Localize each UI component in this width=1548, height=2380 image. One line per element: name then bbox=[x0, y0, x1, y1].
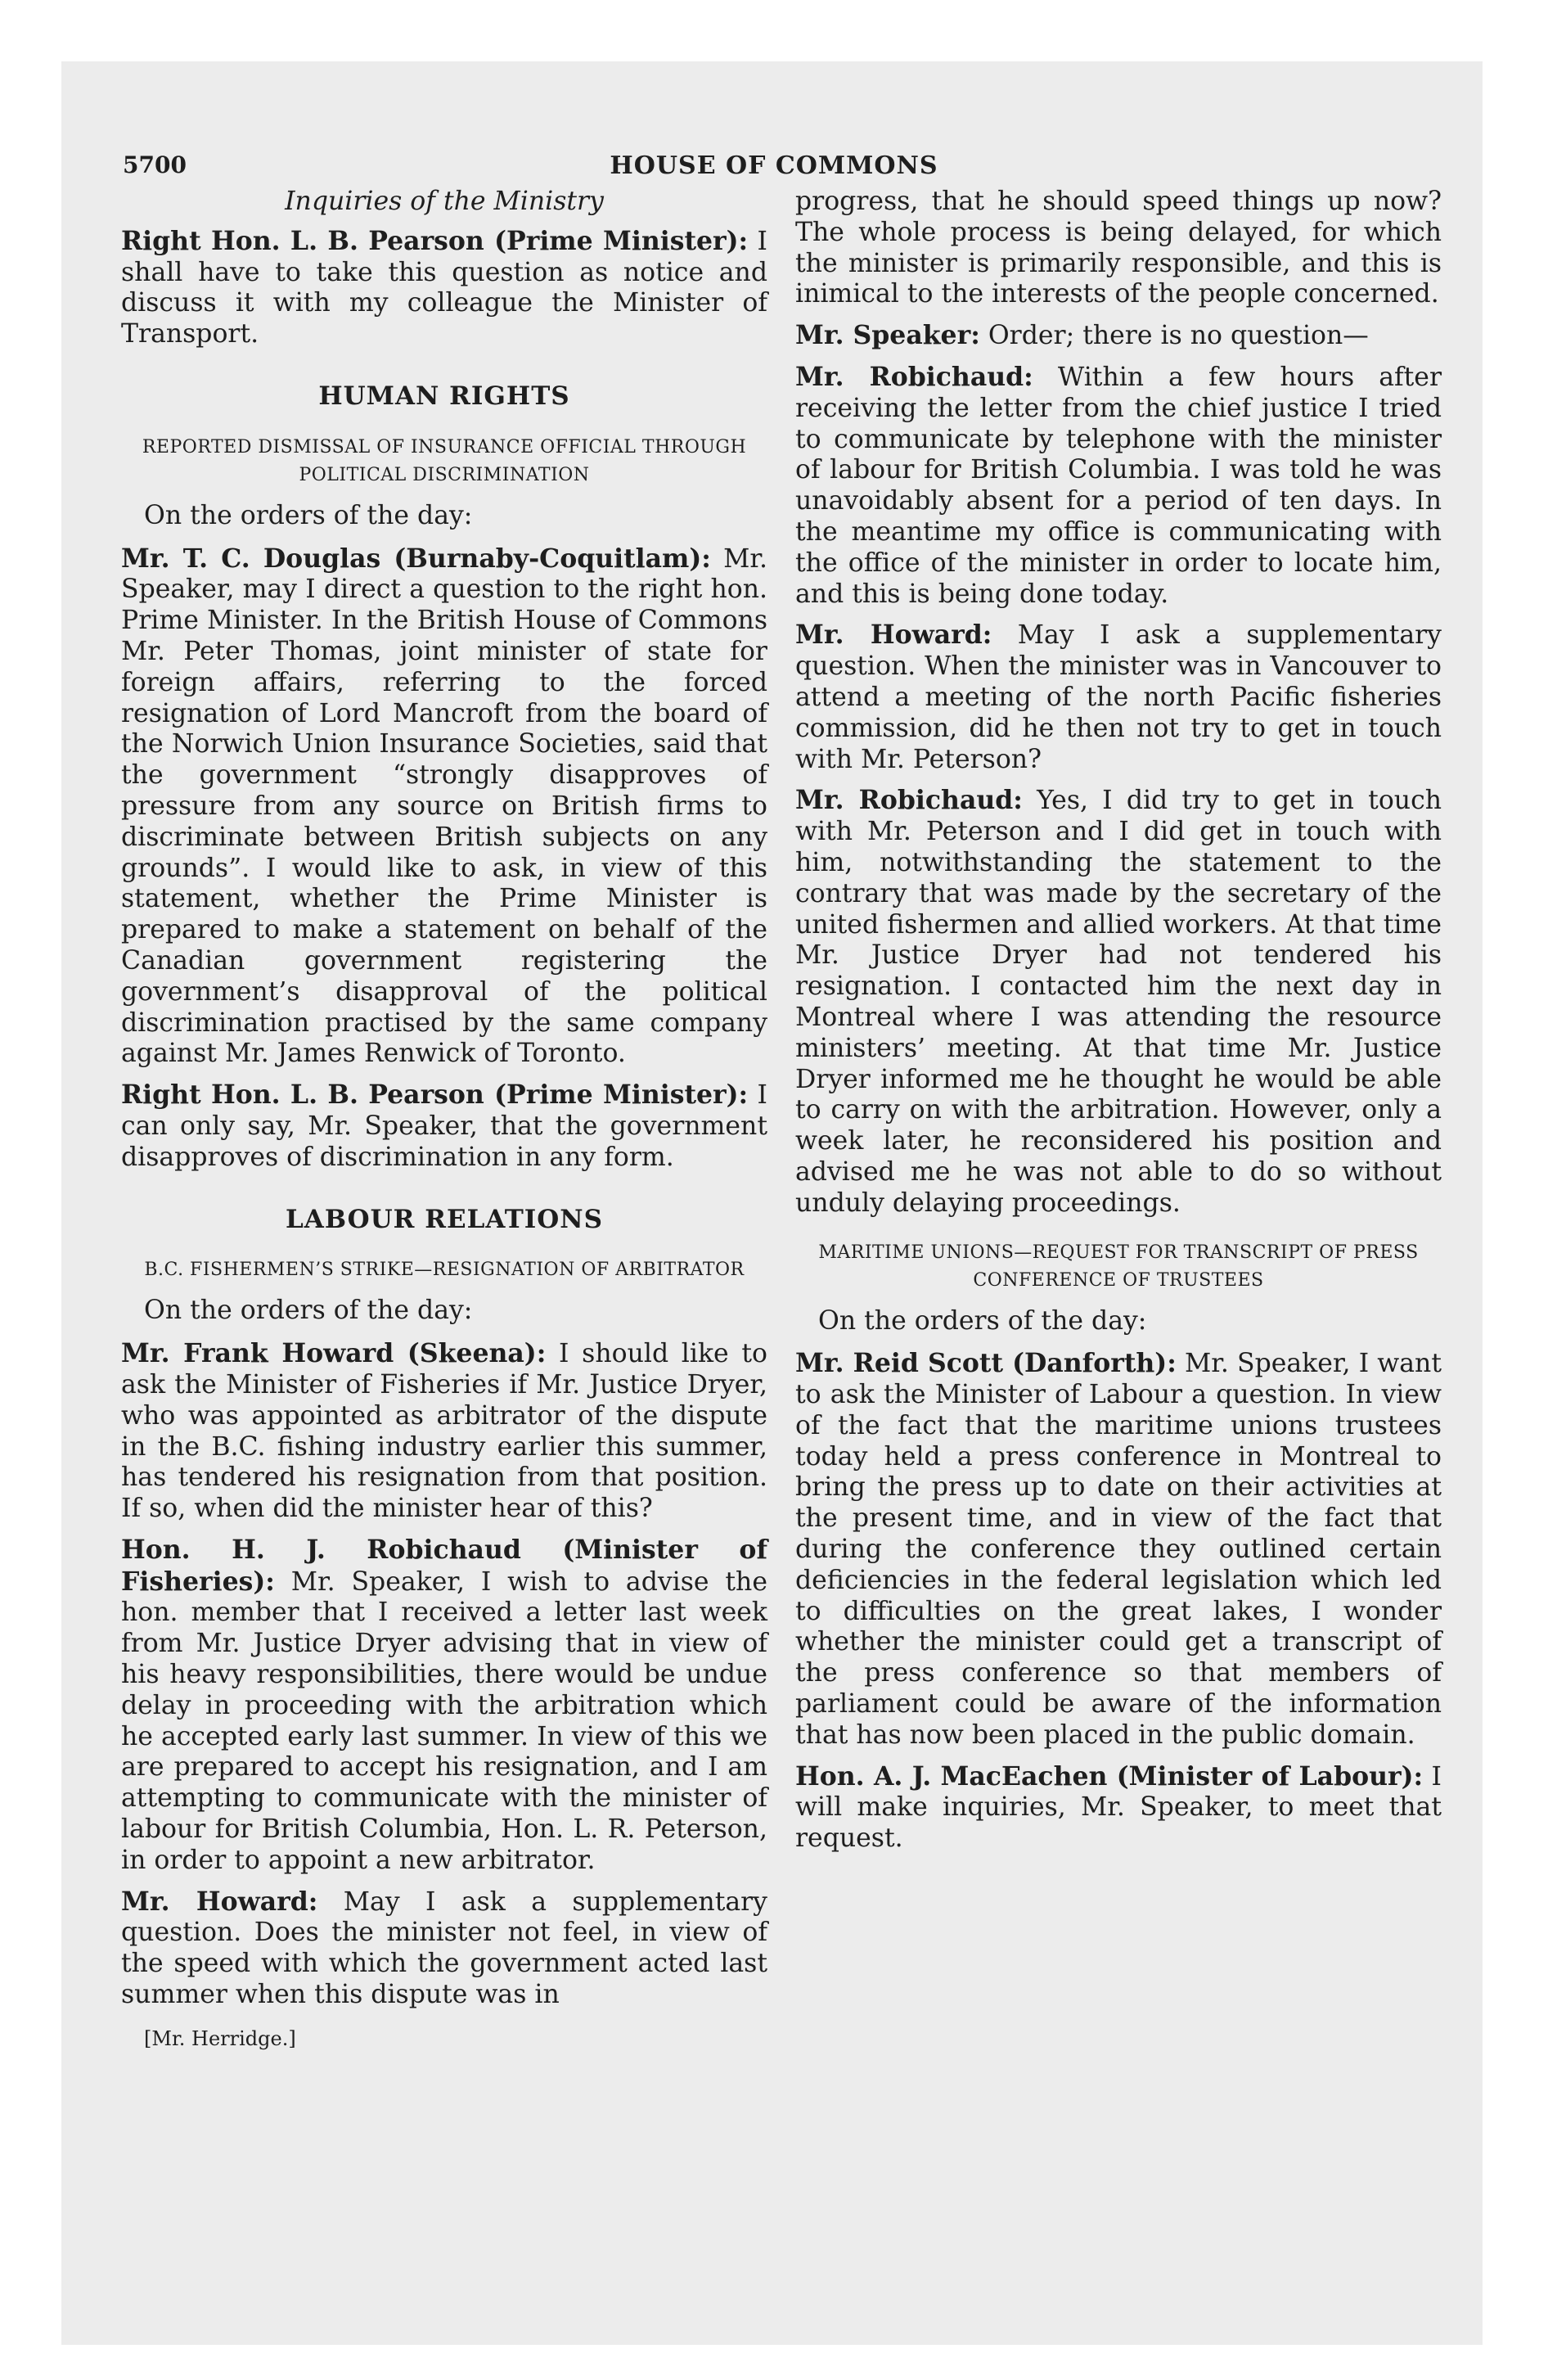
speech-text: I can only say, Mr. Speaker, that the government disapproves of discrimination in any form. bbox=[121, 1080, 767, 1172]
speech-text: Within a few hours after receiving the letter from the chief justice I tried to communicate by telephone with the minister of labour for British Columbia. I was told he was unavoidably absent for a period of ten days. In the meantime my office is communicating with the office of the minister in order to locate him, and this is being done today. bbox=[795, 362, 1442, 609]
orders-of-the-day: On the orders of the day: bbox=[818, 1305, 1147, 1336]
speech-text: I should like to ask the Minister of Fisheries if Mr. Justice Dryer, who was appointed as arbitrator of the dispute in the B.C. fishing industry earlier this summer, has tendered his resignation from that position. If so, when did the minister hear of this? bbox=[121, 1339, 767, 1524]
page-number: 5700 bbox=[123, 151, 187, 178]
speaker-name: Mr. Robichaud: bbox=[795, 785, 1023, 816]
orders-of-the-day: On the orders of the day: bbox=[144, 1296, 473, 1326]
speaker-name: Hon. A. J. MacEachen (Minister of Labour): bbox=[795, 1760, 1424, 1792]
speaker-name: Mr. Speaker: bbox=[795, 320, 980, 351]
speech-paragraph bbox=[795, 785, 1442, 1219]
speaker-name: Mr. Robichaud: bbox=[795, 361, 1033, 392]
speech-text: I will make inquiries, Mr. Speaker, to meet that request. bbox=[795, 1761, 1442, 1854]
orders-of-the-day: On the orders of the day: bbox=[144, 500, 473, 530]
section-subheading: MARITIME UNIONS—REQUEST FOR TRANSCRIPT OF PRESS CONFERENCE OF TRUSTEES bbox=[818, 1242, 1419, 1291]
running-subtitle: Inquiries of the Ministry bbox=[285, 187, 604, 216]
speech-paragraph bbox=[795, 320, 1442, 352]
speech-paragraph bbox=[795, 362, 1442, 610]
running-title: HOUSE OF COMMONS bbox=[610, 151, 938, 180]
speaker-name: Mr. Frank Howard (Skeena): bbox=[121, 1338, 547, 1369]
section-title-labour-relations: LABOUR RELATIONS bbox=[285, 1204, 604, 1234]
speaker-name: Mr. Howard: bbox=[795, 620, 992, 651]
speaker-name: Hon. H. J. Robichaud (Minister of Fisheries): bbox=[121, 1534, 767, 1597]
speech-text: progress, that he should speed things up now? The whole process is being delayed, for which the minister is primarily responsible, and this is inimical to the interests of the people concerned. bbox=[795, 187, 1442, 309]
speaker-name: Mr. Reid Scott (Danforth): bbox=[795, 1348, 1177, 1379]
speech-text: Mr. Speaker, I wish to advise the hon. member that I received a letter last week from Mr. Justice Dryer advising that in view of his heavy responsibilities, there would be undue delay in proceeding with the arbitration which he accepted early last summer. In view of this we are prepared to accept his resignation, and I am attempting to communicate with the minister of labour for British Columbia, Hon. L. R. Peterson, in order to appoint a new arbitrator. bbox=[121, 1566, 767, 1875]
right-column bbox=[795, 187, 1442, 1864]
speech-text: Order; there is no question— bbox=[979, 321, 1369, 351]
section-subheading: B.C. FISHERMEN’S STRIKE—RESIGNATION OF ARBITRATOR bbox=[144, 1260, 745, 1281]
left-column bbox=[121, 187, 767, 2055]
speech-paragraph bbox=[121, 226, 767, 350]
speech-paragraph bbox=[121, 1080, 767, 1173]
speech-paragraph bbox=[795, 1348, 1442, 1751]
speech-paragraph bbox=[795, 620, 1442, 775]
speech-paragraph bbox=[121, 1338, 767, 1525]
speech-paragraph bbox=[795, 1761, 1442, 1855]
speaker-name: Mr. T. C. Douglas (Burnaby-Coquitlam): bbox=[121, 543, 711, 574]
speech-paragraph bbox=[121, 1886, 767, 2011]
speech-paragraph bbox=[121, 1535, 767, 1877]
section-subheading: REPORTED DISMISSAL OF INSURANCE OFFICIAL THROUGH POLITICAL DISCRIMINATION bbox=[142, 436, 747, 485]
section-title-human-rights: HUMAN RIGHTS bbox=[318, 381, 570, 411]
speech-paragraph bbox=[795, 187, 1442, 310]
speech-text: Mr. Speaker, I want to ask the Minister of Labour a question. In view of the fact that the maritime unions trustees today held a press conference in Montreal to bring the press up to date on their activities at the present time, and in view of the fact that during the conference they outlined certain deficiencies in the federal legislation which led to difficulties on the great lakes, I wonder whether the minister could get a transcript of the press conference so that members of parliament could be aware of the information that has now been placed in the public domain. bbox=[795, 1349, 1442, 1750]
speech-text: I shall have to take this question as notice and discuss it with my colleague the Minister of Transport. bbox=[121, 226, 767, 349]
speech-text: May I ask a supplementary question. When the minister was in Vancouver to attend a meeting of the north Pacific fisheries commission, did he then not try to get in touch with Mr. Peterson? bbox=[795, 620, 1442, 774]
page-footer-note: [Mr. Herridge.] bbox=[144, 2026, 296, 2050]
speech-paragraph bbox=[121, 543, 767, 1071]
speaker-name: Right Hon. L. B. Pearson (Prime Minister): bbox=[121, 1080, 749, 1111]
speaker-name: Right Hon. L. B. Pearson (Prime Minister): bbox=[121, 225, 749, 256]
speech-text: Mr. Speaker, may I direct a question to the right hon. Prime Minister. In the British House of Commons Mr. Peter Thomas, joint minister of state for foreign affairs, referring to the forced resignation of Lord Mancroft from the board of the Norwich Union Insurance Societies, said that the government “strongly disapproves of pressure from any source on British firms to discriminate between British subjects on any grounds”. I would like to ask, in view of this statement, whether the Prime Minister is prepared to make a statement on behalf of the Canadian government registering the government’s disapproval of the political discrimination practised by the same company against Mr. James Renwick of Toronto. bbox=[121, 543, 767, 1069]
speech-text: May I ask a supplementary question. Does the minister not feel, in view of the speed with which the government acted last summer when this dispute was in bbox=[121, 1886, 767, 2010]
speaker-name: Mr. Howard: bbox=[121, 1886, 318, 1917]
speech-text: Yes, I did try to get in touch with Mr. Peterson and I did get in touch with him, notwithstanding the statement to the contrary that was made by the secretary of the united fishermen and allied workers. At that time Mr. Justice Dryer had not tendered his resignation. I contacted him the next day in Montreal where I was attending the resource ministers’ meeting. At that time Mr. Justice Dryer informed me he thought he would be able to carry on with the arbitration. However, only a week later, he reconsidered his position and advised me he was not able to do so without unduly delaying proceedings. bbox=[795, 786, 1442, 1218]
